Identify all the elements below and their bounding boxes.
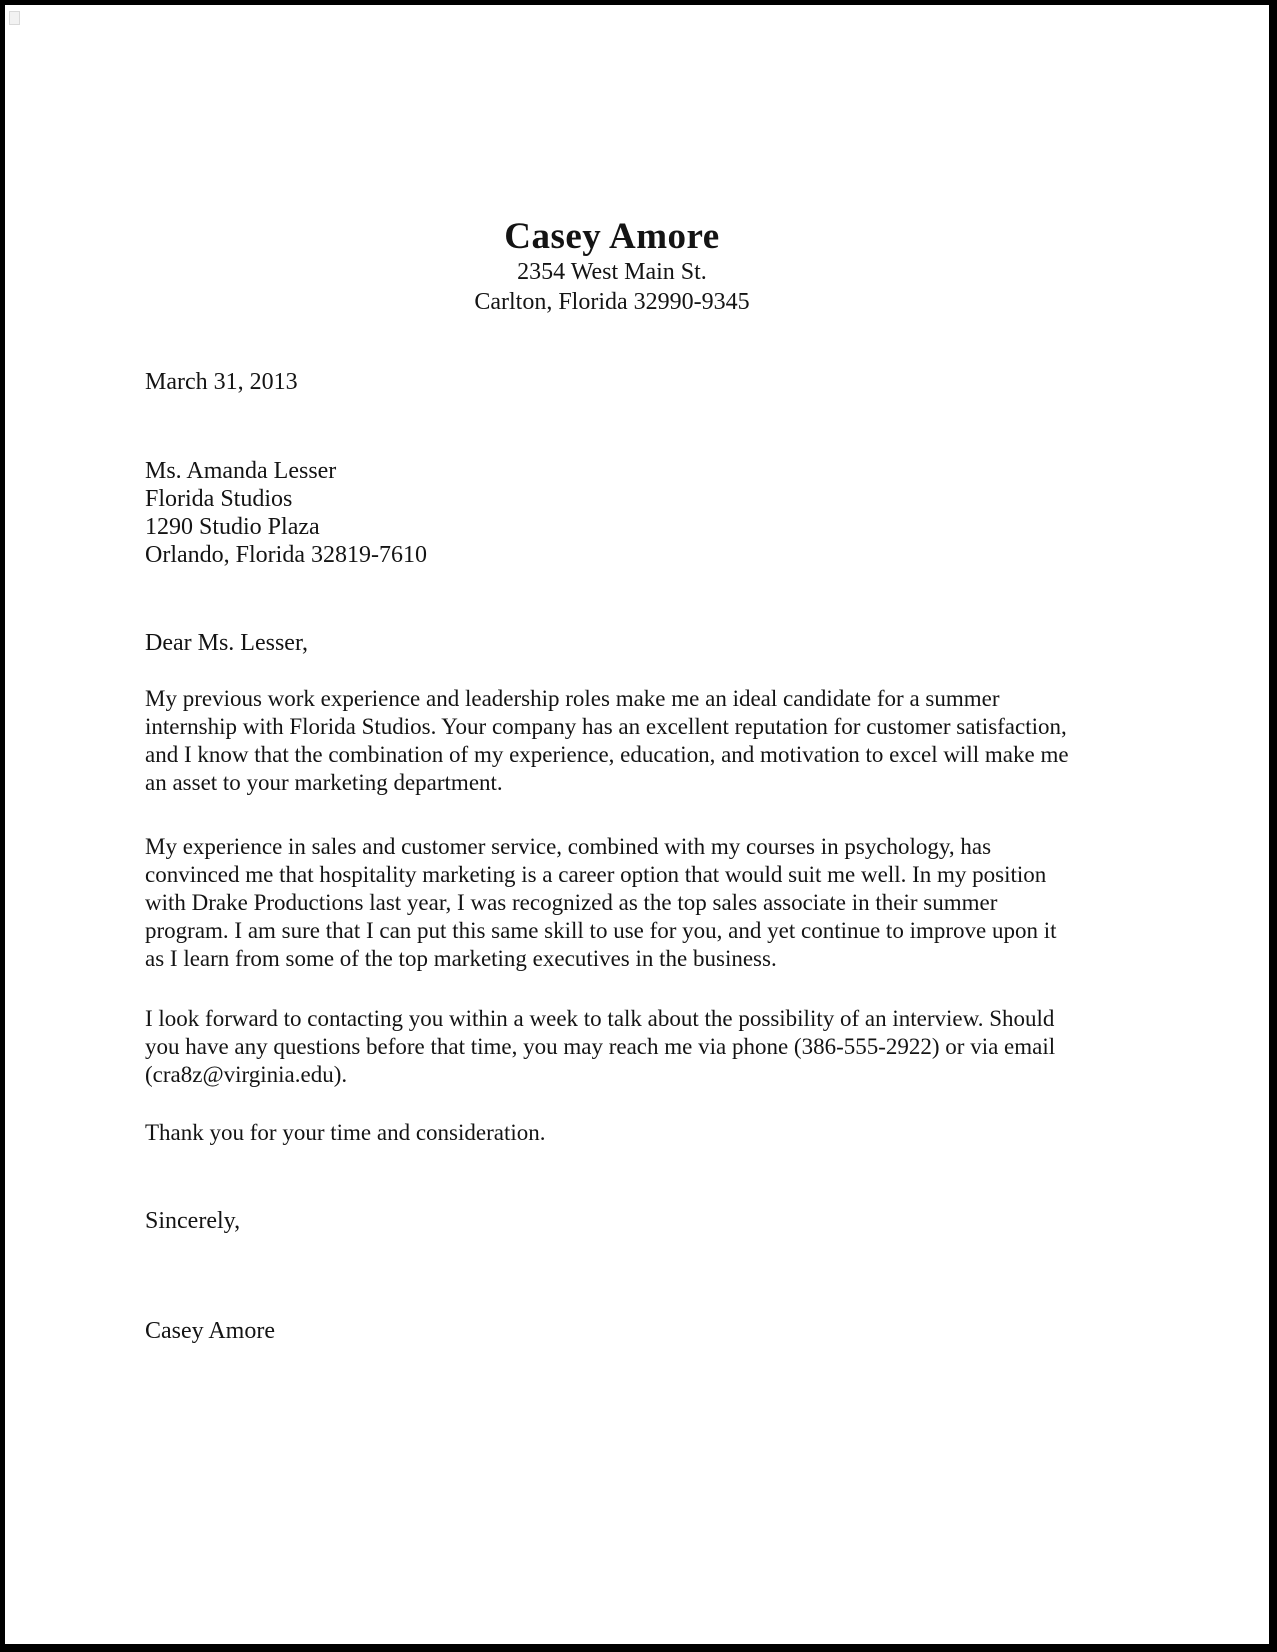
recipient-address-line1: 1290 Studio Plaza — [145, 514, 320, 540]
letter-page — [5, 5, 1269, 1644]
thank-you-line: Thank you for your time and consideration. — [145, 1120, 546, 1145]
salutation: Dear Ms. Lesser, — [145, 630, 308, 656]
recipient-address-line2: Orlando, Florida 32819-7610 — [145, 542, 427, 568]
recipient-company: Florida Studios — [145, 486, 293, 512]
recipient-block — [145, 457, 1079, 569]
scan-artifact — [9, 11, 20, 25]
sender-address-line2: Carlton, Florida 32990-9345 — [474, 289, 750, 315]
recipient-name: Ms. Amanda Lesser — [145, 458, 337, 484]
closing: Sincerely, — [145, 1208, 241, 1234]
body-paragraph: My experience in sales and customer service, combined with my courses in psychology, has convinced me that hospitality marketing is a career option that would suit me well. In my position with Drake Productions last year, I was recognized as the top sales associate in their summer program. I am sure that I can put this same skill to use for you, and yet continue to improve upon it as I learn from some of the top marketing executives in the business. — [145, 834, 1057, 971]
body-paragraph: My previous work experience and leadership roles make me an ideal candidate for a summer internship with Florida Studios. Your company has an excellent reputation for customer satisfaction, and I know that the combination of my experience, education, and motivation to excel will make me an asset to your marketing department. — [145, 686, 1069, 795]
body-paragraph: I look forward to contacting you within a week to talk about the possibility of an interview. Should you have any questions before that time, you may reach me via phone (386-555-2922) or via email (cra8z@virginia.edu). — [145, 1006, 1056, 1087]
sender-address-line1: 2354 West Main St. — [517, 259, 707, 285]
sender-name: Casey Amore — [504, 216, 720, 257]
sender-header — [145, 217, 1079, 317]
date-line: March 31, 2013 — [145, 369, 298, 395]
letter-content — [5, 217, 1269, 1345]
signature-name: Casey Amore — [145, 1318, 275, 1344]
